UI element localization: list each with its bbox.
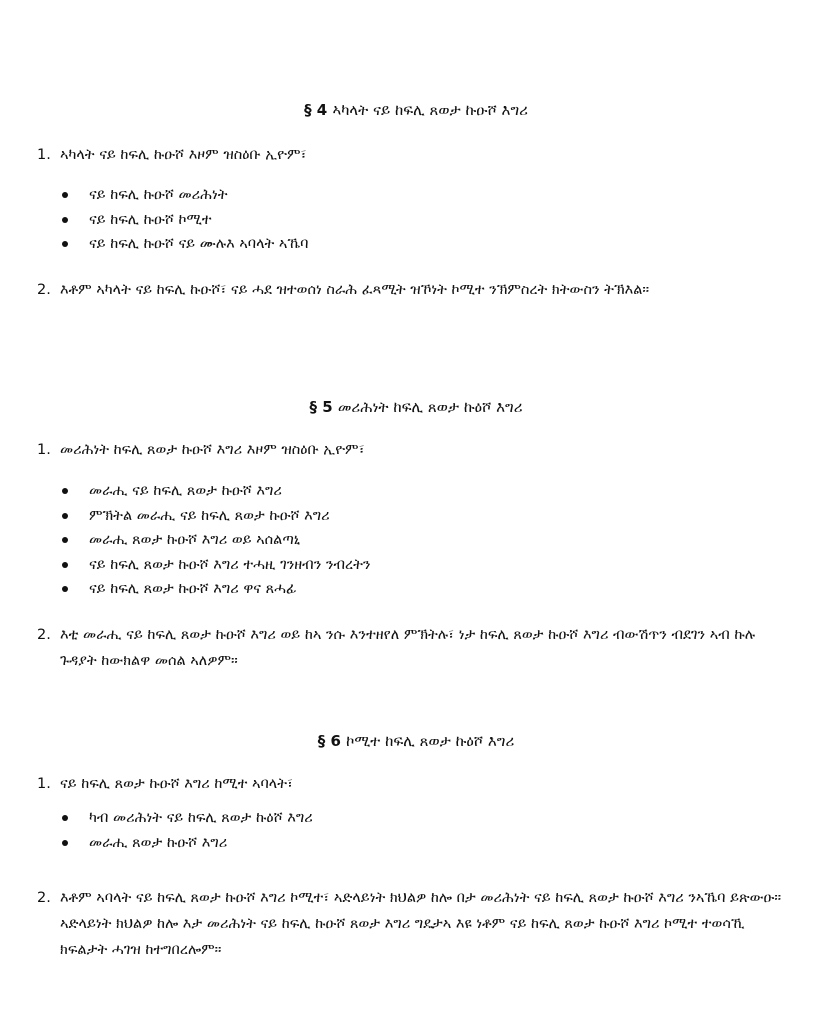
bullet-icon: [62, 488, 68, 494]
list-item-text: ናይ ከፍሊ ኩዑሾ ናይ ሙሉእ ኣባላት ኣኼባ: [89, 236, 309, 252]
numbered-item-2: [0, 622, 832, 674]
item-text: መሪሕነት ከፍሊ ጸወታ ኩዑሾ እግሪ እዞም ዝስዕቡ ኢዮም፣: [60, 442, 365, 458]
section-title: መሪሕነት ከፍሊ ጸወታ ኩዕሾ እግሪ: [337, 398, 523, 416]
numbered-item-1: [0, 142, 832, 168]
list-item: [0, 232, 832, 257]
list-item: [0, 479, 832, 504]
list-item-text: መራሒ ጸወታ ኩዑሾ እግሪ: [89, 834, 228, 851]
bullet-icon: [62, 586, 68, 592]
section-heading: [0, 732, 832, 750]
item-number: 2.: [37, 281, 51, 298]
item-text: እቶም ኣባላት ናይ ከፍሊ ጸወታ ኩዑሾ እግሪ ኮሚተ፣ ኣድላይነት ክህልዎ ከሎ በታ መሪሕነት ናይ ከፍሊ ጸወታ ኩዑሾ እግሪ ንኣኼባ ይጽውዑ። ኣድላይነት ክህልዎ ከሎ እታ መሪሕነት ናይ ከፍሊ ኩዑሾ ጸወታ እግሪ ግዴታኣ እዩ ነቶም ናይ ከፍሊ ጸወታ ኩዑሾ እግሪ ኮሚተ ተወሳኺ ክፍልታት ሓገዝ ከተግበረሎም።: [60, 890, 782, 958]
list-item-text: ናይ ከፍሊ ኩዑሾ መሪሕነት: [89, 187, 228, 203]
list-item: [0, 553, 832, 578]
list-item: [0, 208, 832, 233]
section-title: ኣካላት ናይ ከፍሊ ጸወታ ኩዑሾ እግሪ: [332, 101, 528, 119]
bullet-list: [0, 806, 832, 855]
section-4: [0, 101, 832, 303]
numbered-item-2: [0, 277, 832, 303]
item-number: 2.: [37, 626, 51, 643]
section-number: § 5: [309, 398, 333, 416]
list-item-text: ምኽትል መራሒ ናይ ከፍሊ ጸወታ ኩዑሾ እግሪ: [89, 507, 330, 524]
section-5: [0, 398, 832, 674]
bullet-icon: [62, 192, 68, 198]
bullet-icon: [62, 513, 68, 519]
bullet-icon: [62, 241, 68, 247]
numbered-item-1: [0, 437, 832, 463]
list-item: [0, 504, 832, 529]
section-title: ኮሚተ ከፍሊ ጸወታ ኩዕሾ እግሪ: [346, 732, 515, 750]
section-number: § 4: [304, 101, 328, 119]
section-number: § 6: [317, 732, 341, 750]
list-item-text: ካብ መሪሕነት ናይ ከፍሊ ጸወታ ኩዕሾ እግሪ: [89, 810, 313, 826]
item-text: ናይ ከፍሊ ጸወታ ኩዑሾ እግሪ ከሚተ ኣባላት፣: [60, 776, 293, 792]
item-text: እቲ መራሒ ናይ ከፍሊ ጸወታ ኩዑሾ እግሪ ወይ ከኣ ንሱ እንተዘየለ ምኽትሉ፣ ነታ ከፍሊ ጸወታ ኩዑሾ እግሪ ብውሽጥን ብደገን ኣብ ኩሉ ጉዳያት ከውክልዋ መሰል ኣለዎም።: [60, 626, 756, 669]
list-item: [0, 528, 832, 553]
item-text: ኣካላት ናይ ከፍሊ ኩዑሾ እዞም ዝስዕቡ ኢዮም፣: [60, 147, 307, 163]
bullet-icon: [62, 815, 68, 821]
section-heading: [0, 101, 832, 119]
item-number: 2.: [37, 890, 51, 906]
bullet-icon: [62, 217, 68, 223]
bullet-list: [0, 183, 832, 257]
numbered-item-1: [0, 771, 832, 797]
list-item-text: ናይ ከፍሊ ጸወታ ኩዑሾ እግሪ ተሓዚ ገንዘብን ንብረትን: [89, 556, 371, 573]
list-item: [0, 831, 832, 856]
list-item-text: መራሒ ጸወታ ኩዑሾ እግሪ ወይ ኣሰልጣኒ: [89, 532, 301, 548]
bullet-icon: [62, 840, 68, 846]
numbered-item-2: [0, 885, 832, 963]
item-text: እቶም ኣካላት ናይ ከፍሊ ኩዑሾ፣ ናይ ሓደ ዝተወሰነ ስራሕ ፈጻሚት ዝኾነት ኮሚተ ንኽምስረት ክትውስን ትኽእል።: [60, 281, 650, 298]
section-heading: [0, 398, 832, 416]
list-item-text: ናይ ከፍሊ ጸወታ ኩዑሾ እግሪ ዋና ጸሓፊ: [89, 581, 297, 597]
item-number: 1.: [37, 147, 51, 163]
list-item-text: መራሒ ናይ ከፍሊ ጸወታ ኩዑሾ እግሪ: [89, 483, 282, 499]
bullet-icon: [62, 562, 68, 568]
section-6: [0, 732, 832, 963]
bullet-list: [0, 479, 832, 602]
bullet-icon: [62, 537, 68, 543]
list-item: [0, 577, 832, 602]
item-number: 1.: [37, 442, 51, 458]
list-item: [0, 806, 832, 831]
list-item: [0, 183, 832, 208]
list-item-text: ናይ ከፍሊ ኩዑሾ ኮሚተ: [89, 211, 212, 228]
item-number: 1.: [37, 776, 51, 792]
